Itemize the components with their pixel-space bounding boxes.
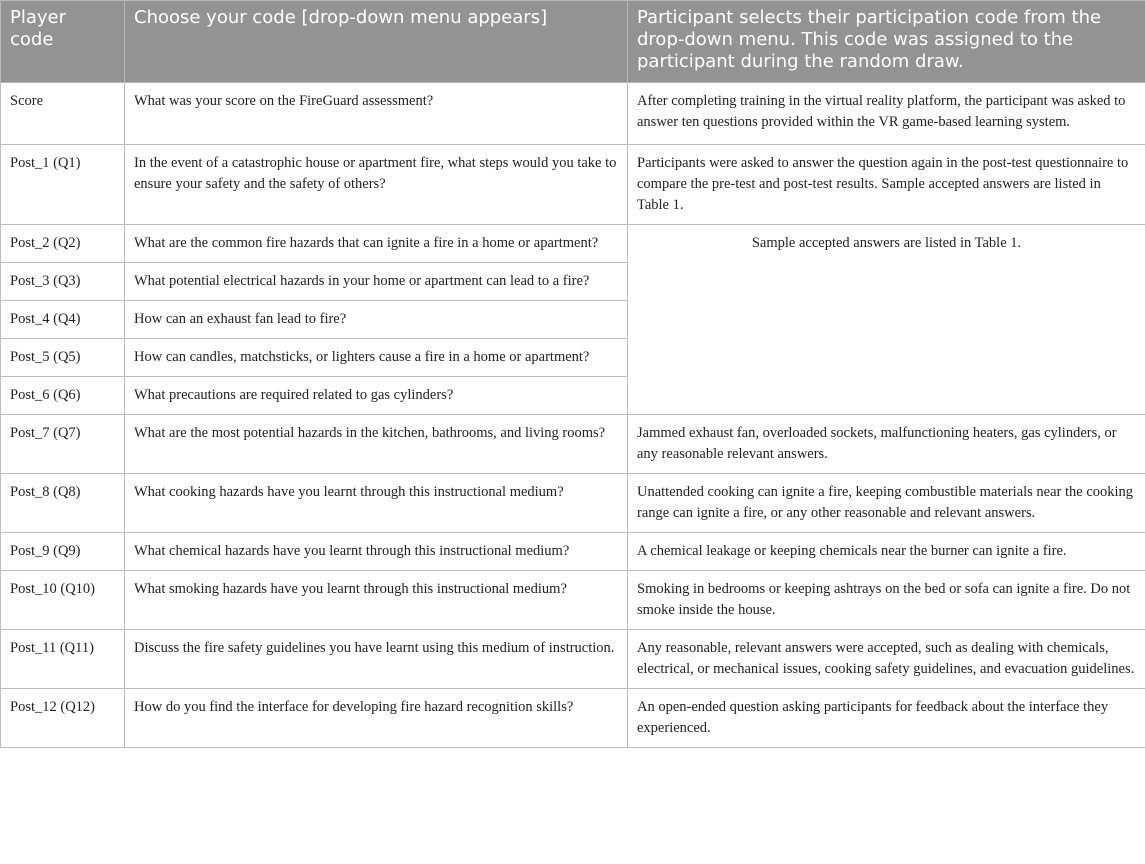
row-code: Post_5 (Q5) [1,339,125,377]
row-code: Post_12 (Q12) [1,689,125,748]
row-question: What was your score on the FireGuard assessment? [125,83,628,145]
row-code: Post_7 (Q7) [1,415,125,474]
row-question: What smoking hazards have you learnt through this instructional medium? [125,571,628,630]
table-header-row [1,1,1145,83]
header-player-code: Player code [1,1,125,83]
row-question: Discuss the fire safety guidelines you have learnt using this medium of instruction. [125,630,628,689]
table-row [1,145,1145,225]
row-description: Smoking in bedrooms or keeping ashtrays on the bed or sofa can ignite a fire. Do not smoke inside the house. [628,571,1145,630]
table-row [1,225,1145,263]
row-question: In the event of a catastrophic house or apartment fire, what steps would you take to ensure your safety and the safety of others? [125,145,628,225]
row-question: What cooking hazards have you learnt through this instructional medium? [125,474,628,533]
table-row [1,474,1145,533]
row-question: What chemical hazards have you learnt through this instructional medium? [125,533,628,571]
table-row [1,630,1145,689]
row-code: Score [1,83,125,145]
row-code: Post_4 (Q4) [1,301,125,339]
table-row [1,83,1145,145]
row-question: What are the common fire hazards that can ignite a fire in a home or apartment? [125,225,628,263]
row-description: After completing training in the virtual reality platform, the participant was asked to answer ten questions provided within the VR game-based learning system. [628,83,1145,145]
row-question: What precautions are required related to gas cylinders? [125,377,628,415]
row-question: What potential electrical hazards in your home or apartment can lead to a fire? [125,263,628,301]
table-row [1,571,1145,630]
row-description: Any reasonable, relevant answers were accepted, such as dealing with chemicals, electrical, or mechanical issues, cooking safety guidelines, and evacuation guidelines. [628,630,1145,689]
row-question: How can an exhaust fan lead to fire? [125,301,628,339]
row-code: Post_2 (Q2) [1,225,125,263]
row-code: Post_1 (Q1) [1,145,125,225]
row-code: Post_6 (Q6) [1,377,125,415]
row-code: Post_11 (Q11) [1,630,125,689]
row-description: Participants were asked to answer the question again in the post-test questionnaire to compare the pre-test and post-test results. Sample accepted answers are listed in Table 1. [628,145,1145,225]
row-description: A chemical leakage or keeping chemicals near the burner can ignite a fire. [628,533,1145,571]
header-choose-code: Choose your code [drop-down menu appears] [125,1,628,83]
table-row [1,533,1145,571]
row-description: Jammed exhaust fan, overloaded sockets, malfunctioning heaters, gas cylinders, or any reasonable relevant answers. [628,415,1145,474]
row-description-merged: Sample accepted answers are listed in Table 1. [628,225,1145,415]
row-code: Post_9 (Q9) [1,533,125,571]
table-row [1,415,1145,474]
table-row [1,689,1145,748]
row-code: Post_3 (Q3) [1,263,125,301]
row-description: An open-ended question asking participants for feedback about the interface they experienced. [628,689,1145,748]
row-code: Post_8 (Q8) [1,474,125,533]
row-question: How can candles, matchsticks, or lighters cause a fire in a home or apartment? [125,339,628,377]
header-description: Participant selects their participation code from the drop-down menu. This code was assigned to the participant during the random draw. [628,1,1145,83]
row-description: Unattended cooking can ignite a fire, keeping combustible materials near the cooking range can ignite a fire, or any other reasonable and relevant answers. [628,474,1145,533]
row-question: What are the most potential hazards in the kitchen, bathrooms, and living rooms? [125,415,628,474]
row-question: How do you find the interface for developing fire hazard recognition skills? [125,689,628,748]
row-code: Post_10 (Q10) [1,571,125,630]
